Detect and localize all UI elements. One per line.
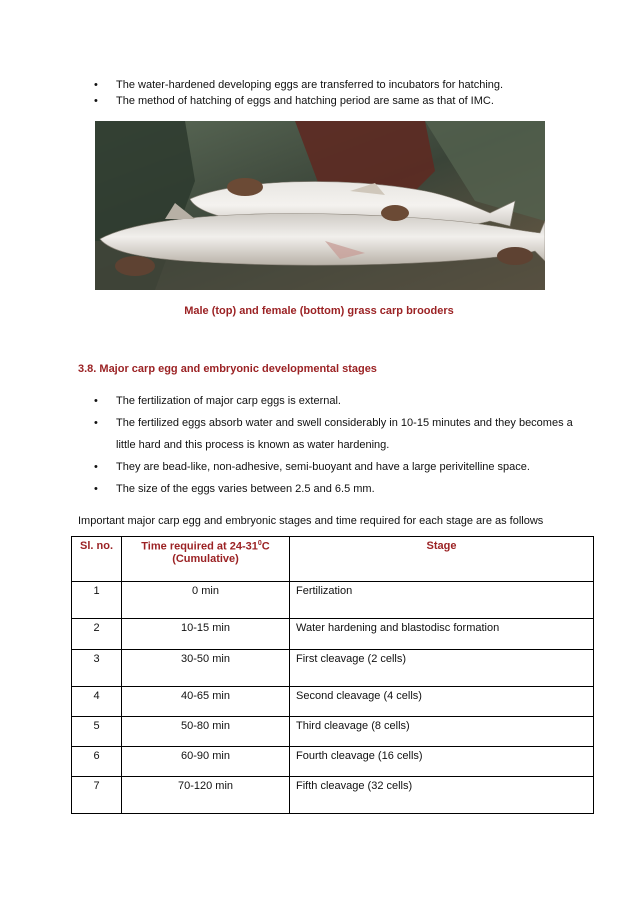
cell-stage: Fifth cleavage (32 cells) (290, 777, 594, 814)
cell-time: 60-90 min (122, 747, 290, 777)
cell-time: 0 min (122, 582, 290, 619)
cell-stage: Fertilization (290, 582, 594, 619)
table-header-row (72, 537, 594, 582)
table-row (72, 650, 594, 687)
cell-stage: First cleavage (2 cells) (290, 650, 594, 687)
cell-sl-no: 5 (72, 717, 122, 747)
header-time-cumulative: (Cumulative) (172, 552, 239, 565)
cell-sl-no: 3 (72, 650, 122, 687)
section-bullet-list (94, 390, 594, 500)
table-intro: Important major carp egg and embryonic stages and time required for each stage are as follows (78, 515, 544, 527)
cell-stage: Water hardening and blastodisc formation (290, 619, 594, 650)
top-bullet-list (94, 77, 594, 109)
photo-caption: Male (top) and female (bottom) grass carp brooders (184, 305, 454, 317)
cell-sl-no: 1 (72, 582, 122, 619)
header-time (122, 537, 290, 582)
bullet-item: • The size of the eggs varies between 2.5 and 6.5 mm. (94, 478, 594, 500)
bullet-item: • The water-hardened developing eggs are transferred to incubators for hatching. (94, 77, 594, 93)
embryonic-stages-table (71, 536, 594, 814)
bullet-item: • The method of hatching of eggs and hatching period are same as that of IMC. (94, 93, 594, 109)
cell-stage: Second cleavage (4 cells) (290, 687, 594, 717)
cell-sl-no: 2 (72, 619, 122, 650)
header-time-prefix: Time required at 24-31 (141, 540, 258, 553)
grass-carp-illustration (95, 121, 545, 290)
cell-time: 50-80 min (122, 717, 290, 747)
bullet-item: • The fertilization of major carp eggs is external. (94, 390, 594, 412)
table-row (72, 717, 594, 747)
cell-sl-no: 7 (72, 777, 122, 814)
cell-time: 10-15 min (122, 619, 290, 650)
table-row (72, 747, 594, 777)
cell-stage: Fourth cleavage (16 cells) (290, 747, 594, 777)
cell-time: 30-50 min (122, 650, 290, 687)
section-heading: 3.8. Major carp egg and embryonic developmental stages (78, 363, 377, 375)
cell-stage: Third cleavage (8 cells) (290, 717, 594, 747)
bullet-item: • They are bead-like, non-adhesive, semi-buoyant and have a large perivitelline space. (94, 456, 594, 478)
cell-sl-no: 4 (72, 687, 122, 717)
cell-time: 70-120 min (122, 777, 290, 814)
table-row (72, 619, 594, 650)
table-row (72, 687, 594, 717)
table-row (72, 582, 594, 619)
grass-carp-photo (95, 121, 545, 290)
table-row (72, 777, 594, 814)
header-sl-no: Sl. no. (72, 537, 122, 582)
header-time-degree: 0 (257, 540, 262, 547)
header-time-unit: C (261, 540, 270, 553)
cell-time: 40-65 min (122, 687, 290, 717)
cell-sl-no: 6 (72, 747, 122, 777)
header-stage: Stage (290, 537, 594, 582)
bullet-item: • The fertilized eggs absorb water and swell considerably in 10-15 minutes and they becomes a little hard and this process is known as water hardening. (94, 412, 594, 456)
